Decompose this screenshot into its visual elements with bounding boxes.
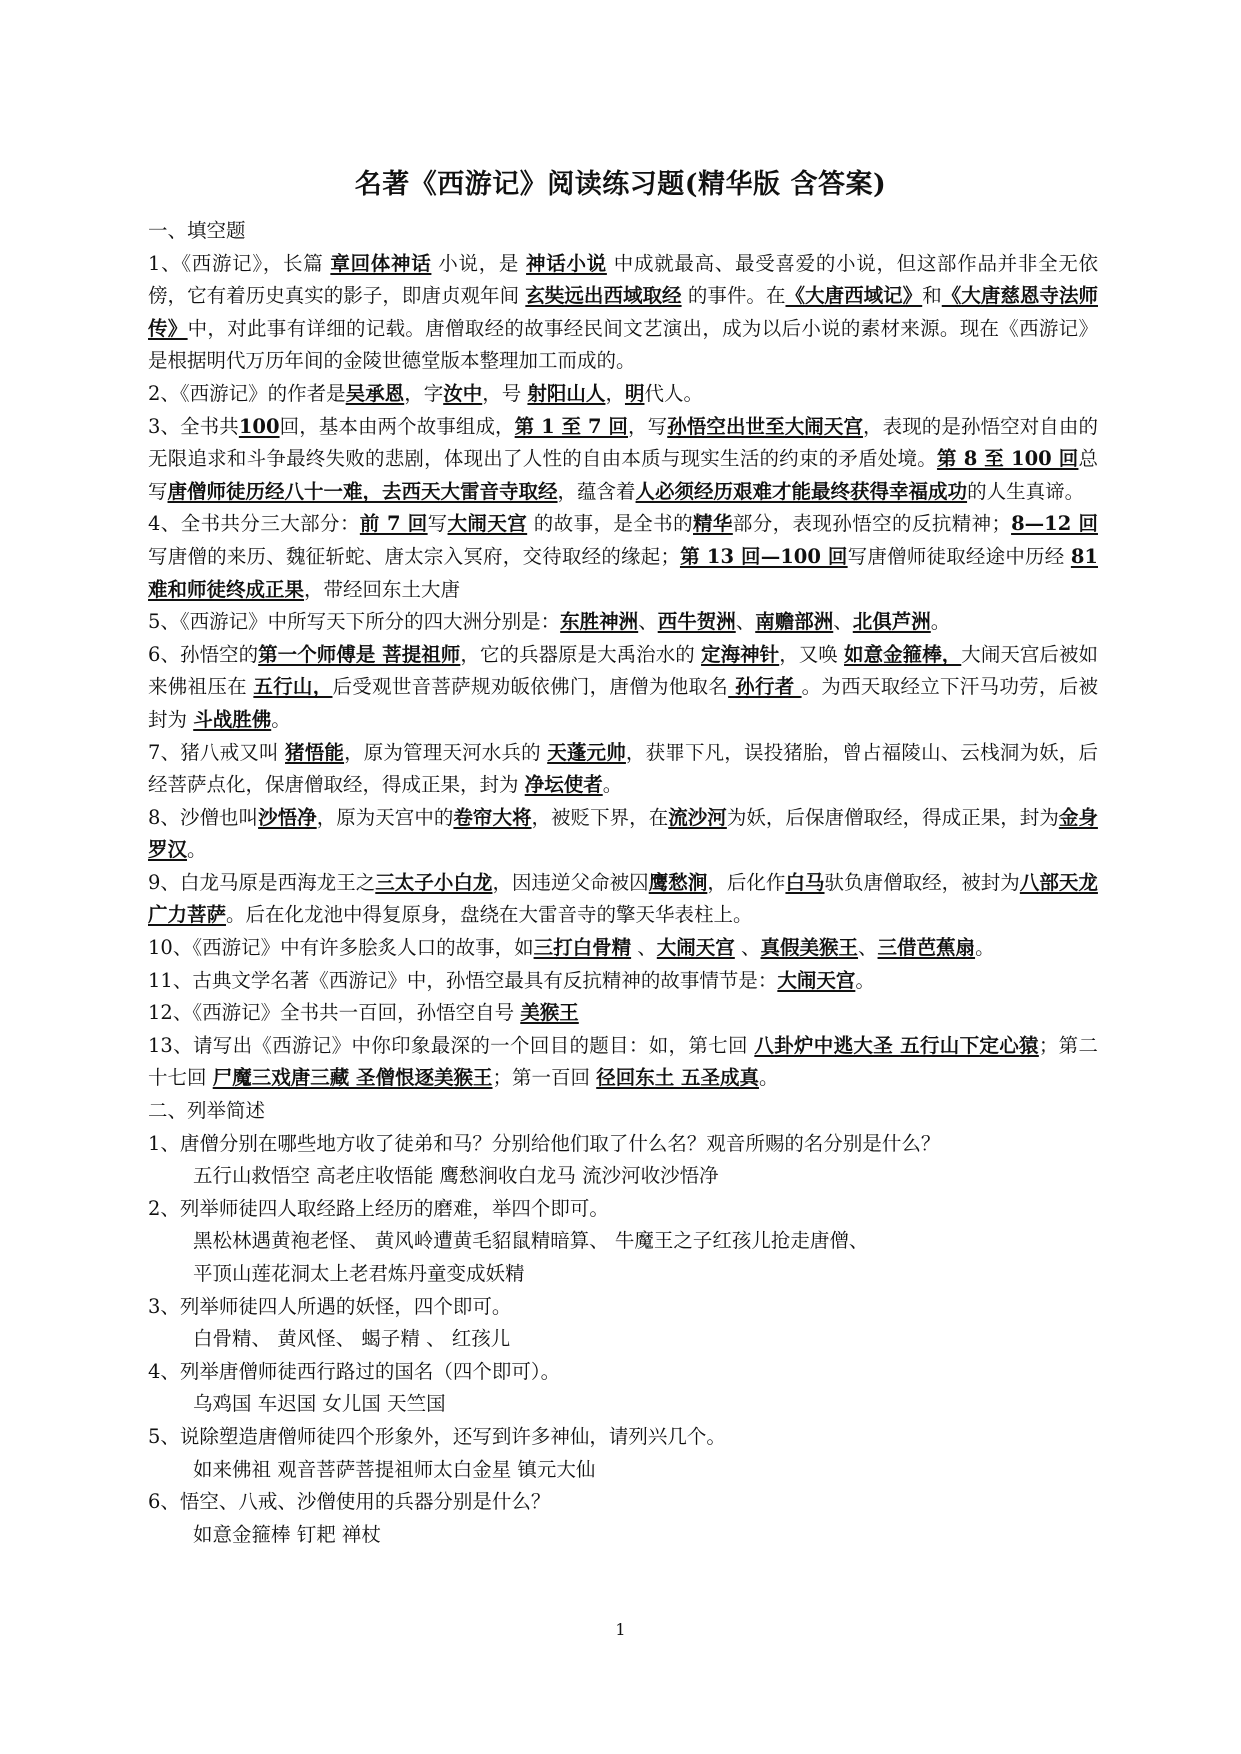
- q4-text: ，带经回东土大唐: [304, 577, 461, 601]
- q9-answer: 白马: [785, 870, 825, 894]
- question-6: [148, 639, 1098, 737]
- q9-text: ，因违逆父命被囚: [492, 870, 649, 894]
- q7-text: 7、猪八戒又叫: [148, 740, 286, 764]
- q10-text: 10、《西游记》中有许多脍炙人口的故事，如: [148, 936, 534, 960]
- q8-answer: 卷帘大将: [453, 805, 532, 829]
- q3-text: ，表现的是孙悟空对自由的无限追求和斗争最终失败的悲剧，体现出了人性的自由本质与现实生活的约束的矛盾处境。: [148, 414, 1098, 471]
- question-13: [148, 1030, 1098, 1095]
- q9-text: 9、白龙马原是西海龙王之: [148, 870, 376, 894]
- q3-text: 总写: [148, 447, 1098, 503]
- q9-answer: 八部天龙广力菩萨: [148, 870, 1098, 927]
- document-body: [148, 215, 1098, 1551]
- q5-answer: 北俱芦洲: [852, 610, 931, 634]
- q4-text: 写: [427, 512, 448, 536]
- q13-answer: 八卦炉中逃大圣 五行山下定心猿: [754, 1033, 1039, 1057]
- q10-answer: 真假美猴王: [760, 936, 859, 960]
- q6-text: ，它的兵器原是大禹治水的: [460, 642, 702, 666]
- q13-answer: 尸魔三戏唐三藏 圣僧恨逐美猴王: [212, 1066, 493, 1090]
- q8-text: ，原为天宫中的: [316, 805, 454, 829]
- list-answer-1: 五行山救悟空 高老庄收悟能 鹰愁涧收白龙马 流沙河收沙悟净: [193, 1164, 719, 1188]
- question-2: [148, 378, 1098, 411]
- q1-text: 的事件。在: [681, 284, 786, 308]
- q3-answer: 孙悟空出世至大闹天宫: [667, 414, 864, 438]
- q3-answer: 第 8 至 100 回: [936, 447, 1079, 471]
- q3-answer: 人必须经历艰难才能最终获得幸福成功: [635, 479, 968, 503]
- q1-text: 1、《西游记》，长篇: [148, 251, 331, 275]
- q5-text: 5、《西游记》中所写天下所分的四大洲分别是：: [148, 610, 561, 634]
- q3-answer: 唐僧师徒历经八十一难，去西天大雷音寺取经: [167, 479, 558, 503]
- q4-text: 的故事，是全书的: [527, 512, 693, 536]
- q6-text: 6、孙悟空的: [148, 642, 259, 666]
- question-10: [148, 932, 1098, 965]
- q7-text: ，原为管理天河水兵的: [344, 740, 548, 764]
- q6-text: 大闹天宫后被如来佛祖压在: [148, 642, 1099, 699]
- question-5: [148, 606, 1098, 639]
- q9-answer: 三太子小白龙: [375, 870, 493, 894]
- q6-answer: 斗战胜佛: [193, 707, 272, 731]
- q12-text: 12、《西游记》全书共一百回，孙悟空自号: [148, 1001, 521, 1025]
- q13-text: ；第一百回: [492, 1066, 597, 1090]
- q4-answer: 大闹天宫: [447, 512, 528, 536]
- question-7: [148, 737, 1098, 802]
- q5-answer: 西牛贺洲: [657, 610, 736, 634]
- q2-text: 2、《西游记》的作者是: [148, 381, 346, 405]
- q1-answer: 神话小说: [526, 251, 607, 275]
- q10-text: 、: [631, 936, 657, 960]
- q3-text: 3、全书共: [148, 414, 239, 438]
- q9-answer: 鹰愁涧: [648, 870, 708, 894]
- q6-text: 后受观世音菩萨规劝皈依佛门，唐僧为他取名: [332, 675, 729, 699]
- q6-answer: 五行山，: [253, 675, 333, 699]
- q6-text: 。: [271, 707, 291, 731]
- q7-text: 。: [602, 773, 623, 797]
- q13-text: ；第二十七回: [148, 1033, 1098, 1090]
- q11-answer: 大闹天宫: [777, 968, 856, 992]
- q13-text: 13、请写出《西游记》中你印象最深的一个回目的题目：如，第七回: [148, 1033, 755, 1057]
- q5-text: 、: [833, 610, 853, 634]
- q10-text: 、: [734, 936, 761, 960]
- q5-text: 、: [735, 610, 756, 634]
- q5-text: 、: [638, 610, 658, 634]
- question-8: [148, 802, 1098, 867]
- q7-answer: 净坛使者: [524, 773, 603, 797]
- q5-answer: 南赡部洲: [755, 610, 834, 634]
- question-3: [148, 411, 1098, 509]
- document-title: 名著《西游记》阅读练习题(精华版 含答案): [354, 169, 887, 200]
- q1-text: 中成就最高、最受喜爱的小说，但这部作品并非全无依傍，它有着历史真实的影子，即唐贞观年间: [148, 251, 1098, 308]
- q4-text: 部分，表现孙悟空的反抗精神；: [732, 512, 1012, 536]
- question-1: [148, 248, 1098, 378]
- list-question-4: 4、列举唐僧师徒西行路过的国名（四个即可）。: [148, 1359, 561, 1383]
- q2-answer: 射阳山人: [527, 381, 606, 405]
- q1-text: 和: [922, 284, 942, 308]
- q1-answer: 玄奘远出西域取经: [525, 284, 682, 308]
- q13-answer: 径回东土 五圣成真: [596, 1066, 759, 1090]
- q2-answer: 吴承恩: [345, 381, 405, 405]
- q6-answer: 如意金箍棒，: [844, 642, 962, 666]
- q13-text: 。: [759, 1066, 779, 1090]
- list-answer-6: 如意金箍棒 钉耙 禅杖: [193, 1522, 381, 1546]
- list-question-6: 6、悟空、八戒、沙僧使用的兵器分别是什么？: [148, 1490, 551, 1514]
- list-answer-4: 乌鸡国 车迟国 女儿国 天竺国: [193, 1392, 446, 1416]
- q1-text: 小说，是: [431, 251, 527, 275]
- q3-text: 的人生真谛。: [967, 479, 1085, 503]
- q9-text: 驮负唐僧取经，被封为: [824, 870, 1020, 894]
- q10-text: 。: [975, 936, 995, 960]
- list-answer-3: 白骨精、 黄风怪、 蝎子精 、 红孩儿: [193, 1327, 511, 1351]
- question-11: [148, 965, 1098, 998]
- q11-text: 。: [855, 968, 875, 992]
- q9-text: ，后化作: [707, 870, 786, 894]
- section-heading-list: 二、列举简述: [148, 1099, 266, 1123]
- q6-text: ，又唤: [779, 642, 845, 666]
- list-question-2: 2、列举师徒四人取经路上经历的磨难，举四个即可。: [148, 1196, 609, 1220]
- q4-answer: 前 7 回: [359, 512, 428, 536]
- q7-text: ，获罪下凡，误投猪胎，曾占福陵山、云栈洞为妖，后经菩萨点化，保唐僧取经，得成正果，封为: [148, 740, 1098, 797]
- q1-answer: 《大唐慈恩寺法师传》: [148, 284, 1098, 340]
- q8-answer: 沙悟净: [258, 805, 317, 829]
- q1-answer: 《大唐西域记》: [785, 284, 923, 308]
- q7-answer: 天蓬元帅: [547, 740, 626, 764]
- q10-text: 、: [858, 936, 878, 960]
- q4-answer: 81 难和师徒终成正果: [148, 544, 1098, 601]
- q4-answer: 8—12 回: [1011, 512, 1098, 536]
- q2-answer: 明: [624, 381, 645, 405]
- q7-answer: 猪悟能: [285, 740, 345, 764]
- q2-text: ，字: [404, 381, 444, 405]
- q4-text: 4、全书共分三大部分：: [148, 512, 360, 536]
- page-number: 1: [615, 1620, 626, 1639]
- list-question-3: 3、列举师徒四人所遇的妖怪，四个即可。: [148, 1294, 512, 1318]
- list-answer-2: 黑松林遇黄袍老怪、 黄风岭遭黄毛貂鼠精暗算、 牛魔王之子红孩儿抢走唐僧、: [193, 1229, 869, 1253]
- q8-text: 8、沙僧也叫: [148, 805, 259, 829]
- q2-text: ，: [605, 381, 625, 405]
- q10-answer: 三借芭蕉扇: [877, 936, 976, 960]
- list-question-1: 1、唐僧分别在哪些地方收了徒弟和马？分别给他们取了什么名？观音所赐的名分别是什么？: [148, 1131, 941, 1155]
- q6-answer: 第一个师傅是 菩提祖师: [258, 642, 461, 666]
- list-answer-2-cont: 平顶山莲花洞太上老君炼丹童变成妖精: [193, 1262, 525, 1285]
- q3-answer: 100: [238, 414, 280, 438]
- q4-answer: 精华: [693, 512, 733, 536]
- q2-text: ，号: [482, 381, 528, 405]
- q3-text: 回，基本由两个故事组成，: [279, 414, 515, 438]
- q8-answer: 流沙河: [668, 805, 727, 829]
- q8-text: 为妖，后保唐僧取经，得成正果，封为: [726, 805, 1059, 829]
- question-12: [148, 997, 1098, 1030]
- q2-text: 代人。: [644, 381, 703, 405]
- section-heading-fill-in: 一、填空题: [148, 219, 246, 242]
- q5-text: 。: [930, 610, 951, 634]
- q10-answer: 三打白骨精: [533, 936, 632, 960]
- q8-text: ，被贬下界，在: [531, 805, 669, 829]
- question-9: [148, 867, 1098, 932]
- q10-answer: 大闹天宫: [656, 936, 735, 960]
- list-answer-5: 如来佛祖 观音菩萨菩提祖师太白金星 镇元大仙: [193, 1457, 596, 1481]
- list-question-5: 5、说除塑造唐僧师徒四个形象外，还写到许多神仙，请列兴几个。: [148, 1424, 726, 1448]
- question-4: [148, 508, 1098, 606]
- q3-answer: 第 1 至 7 回: [514, 414, 629, 438]
- q8-text: 。: [187, 838, 207, 862]
- q6-answer: 孙行者: [728, 675, 802, 699]
- q4-text: 写唐僧师徒取经途中历经: [847, 544, 1071, 568]
- q12-answer: 美猴王: [520, 1001, 579, 1025]
- q2-answer: 汝中: [443, 381, 483, 405]
- q1-answer: 章回体神话: [330, 251, 432, 275]
- q9-text: 。后在化龙池中得复原身，盘绕在大雷音寺的擎天华表柱上。: [226, 903, 753, 927]
- q3-text: ，写: [628, 414, 668, 438]
- q11-text: 11、古典文学名著《西游记》中，孙悟空最具有反抗精神的故事情节是：: [148, 968, 778, 992]
- q8-answer: 金身罗汉: [148, 805, 1098, 862]
- q6-text: 。为西天取经立下汗马功劳，后被封为: [148, 675, 1098, 731]
- q4-text: 写唐僧的来历、魏征斩蛇、唐太宗入冥府，交待取经的缘起；: [148, 544, 680, 568]
- q5-answer: 东胜神洲: [560, 610, 639, 634]
- q6-answer: 定海神针: [701, 642, 780, 666]
- q3-text: ，蕴含着: [557, 479, 636, 503]
- q4-answer: 第 13 回—100 回: [679, 544, 848, 568]
- q1-text: 中，对此事有详细的记载。唐僧取经的故事经民间文艺演出，成为以后小说的素材来源。现在《西游记》是根据明代万历年间的金陵世德堂版本整理加工而成的。: [148, 316, 1098, 373]
